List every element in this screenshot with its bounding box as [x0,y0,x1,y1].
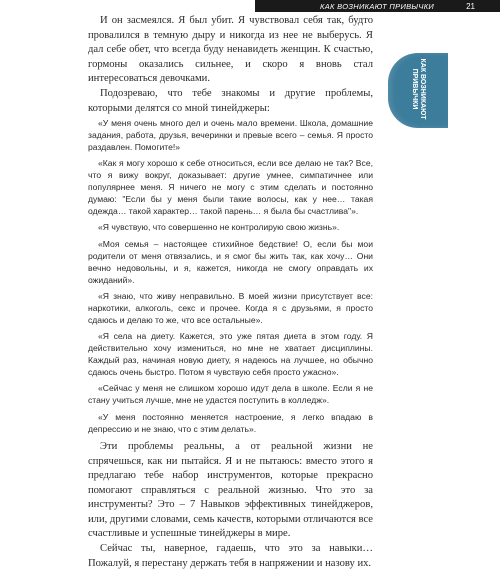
page-number: 21 [466,1,475,11]
tools-paragraph: Эти проблемы реальны, а от реальной жизни не спрячешься, как ни пытайся. Я и не пытаюсь: вместо этого я предлагаю тебе набор инструментов, которые прекрасно помогают справляться с реальной жизнью. Что это за инструменты? Это – 7 Навыков эффективных тинейджеров, или, другими словами, семь качеств, которыми отличаются все счастливые и успешные тинейджеры в мире. [88,440,373,540]
teen-quote: «У меня постоянно меняется настроение, я легко впадаю в депрессию и не знаю, что с этим делать». [88,411,373,434]
chapter-side-tab-label [410,56,426,122]
teen-quote: «Как я могу хорошо к себе относиться, если все делаю не так? Все, что я вижу вокруг, доказывает: другие умнее, симпатичнее или популярнее меня. Я ничего не могу с этим сделать и постоянно думаю: "Если бы у меня были такие волосы, как у нее… такая одежда… такой характер… такой парень… я была бы счастлива"». [88,158,373,216]
closing-paragraph: Сейчас ты, наверное, гадаешь, что это за навыки… Пожалуй, я перестану держать тебя в напряжении и назову их. [88,543,373,569]
page-body [88,14,373,571]
lead-in-paragraph: Подозреваю, что тебе знакомы и другие проблемы, которыми делятся со мной тинейджеры: [88,87,373,114]
teen-quote: «Я села на диету. Кажется, это уже пятая диета в этом году. Я действительно хочу измениться, но мне не хватает дисциплины. Каждый раз, начиная новую диету, я надеюсь на лучшее, но обычно сдаюсь очень быстро. Потом я чувствую себя просто ужасно». [88,331,373,377]
teen-quote: «Я чувствую, что совершенно не контролирую свою жизнь». [98,222,340,233]
teen-quote: «Моя семья – настоящее стихийное бедствие! О, если бы мои родители от меня отвязались, и я смог бы жить так, как хочу… Они вечно недовольны, и я, кажется, никогда не смогу оправдать их ожиданий». [88,238,373,285]
teen-quote: «Я знаю, что живу неправильно. В моей жизни присутствует все: наркотики, алкоголь, секс и прочее. Когда я с друзьями, я просто сдаюсь и делаю то же, что все остальные». [88,290,373,325]
teen-quotes-list [88,118,373,435]
teen-quote: «У меня очень много дел и очень мало времени. Школа, домашние задания, работа, друзья, вечеринки и превые всего – семья. Я просто раздавлен. Помогите!» [88,118,373,152]
chapter-side-tab [388,53,448,128]
intro-paragraph: И он засмеялся. Я был убит. Я чувствовал себя так, будто провалился в темную дыру и никогда из нее не выберусь. Я дал себе обет, что всегда буду ненавидеть женщин. К счастью, гормоны оказались сильнее, и скоро я вновь стал интересоваться девочками. [88,15,373,85]
teen-quote: «Сейчас у меня не слишком хорошо идут дела в школе. Если я не стану учиться лучше, мне не удастся поступить в колледж». [88,383,373,406]
running-header [255,0,500,12]
side-tab-line-2: ПРИВЫЧКИ [411,68,418,110]
running-header-title: КАК ВОЗНИКАЮТ ПРИВЫЧКИ [319,1,435,11]
side-tab-line-1: КАК ВОЗНИКАЮТ [419,58,426,120]
